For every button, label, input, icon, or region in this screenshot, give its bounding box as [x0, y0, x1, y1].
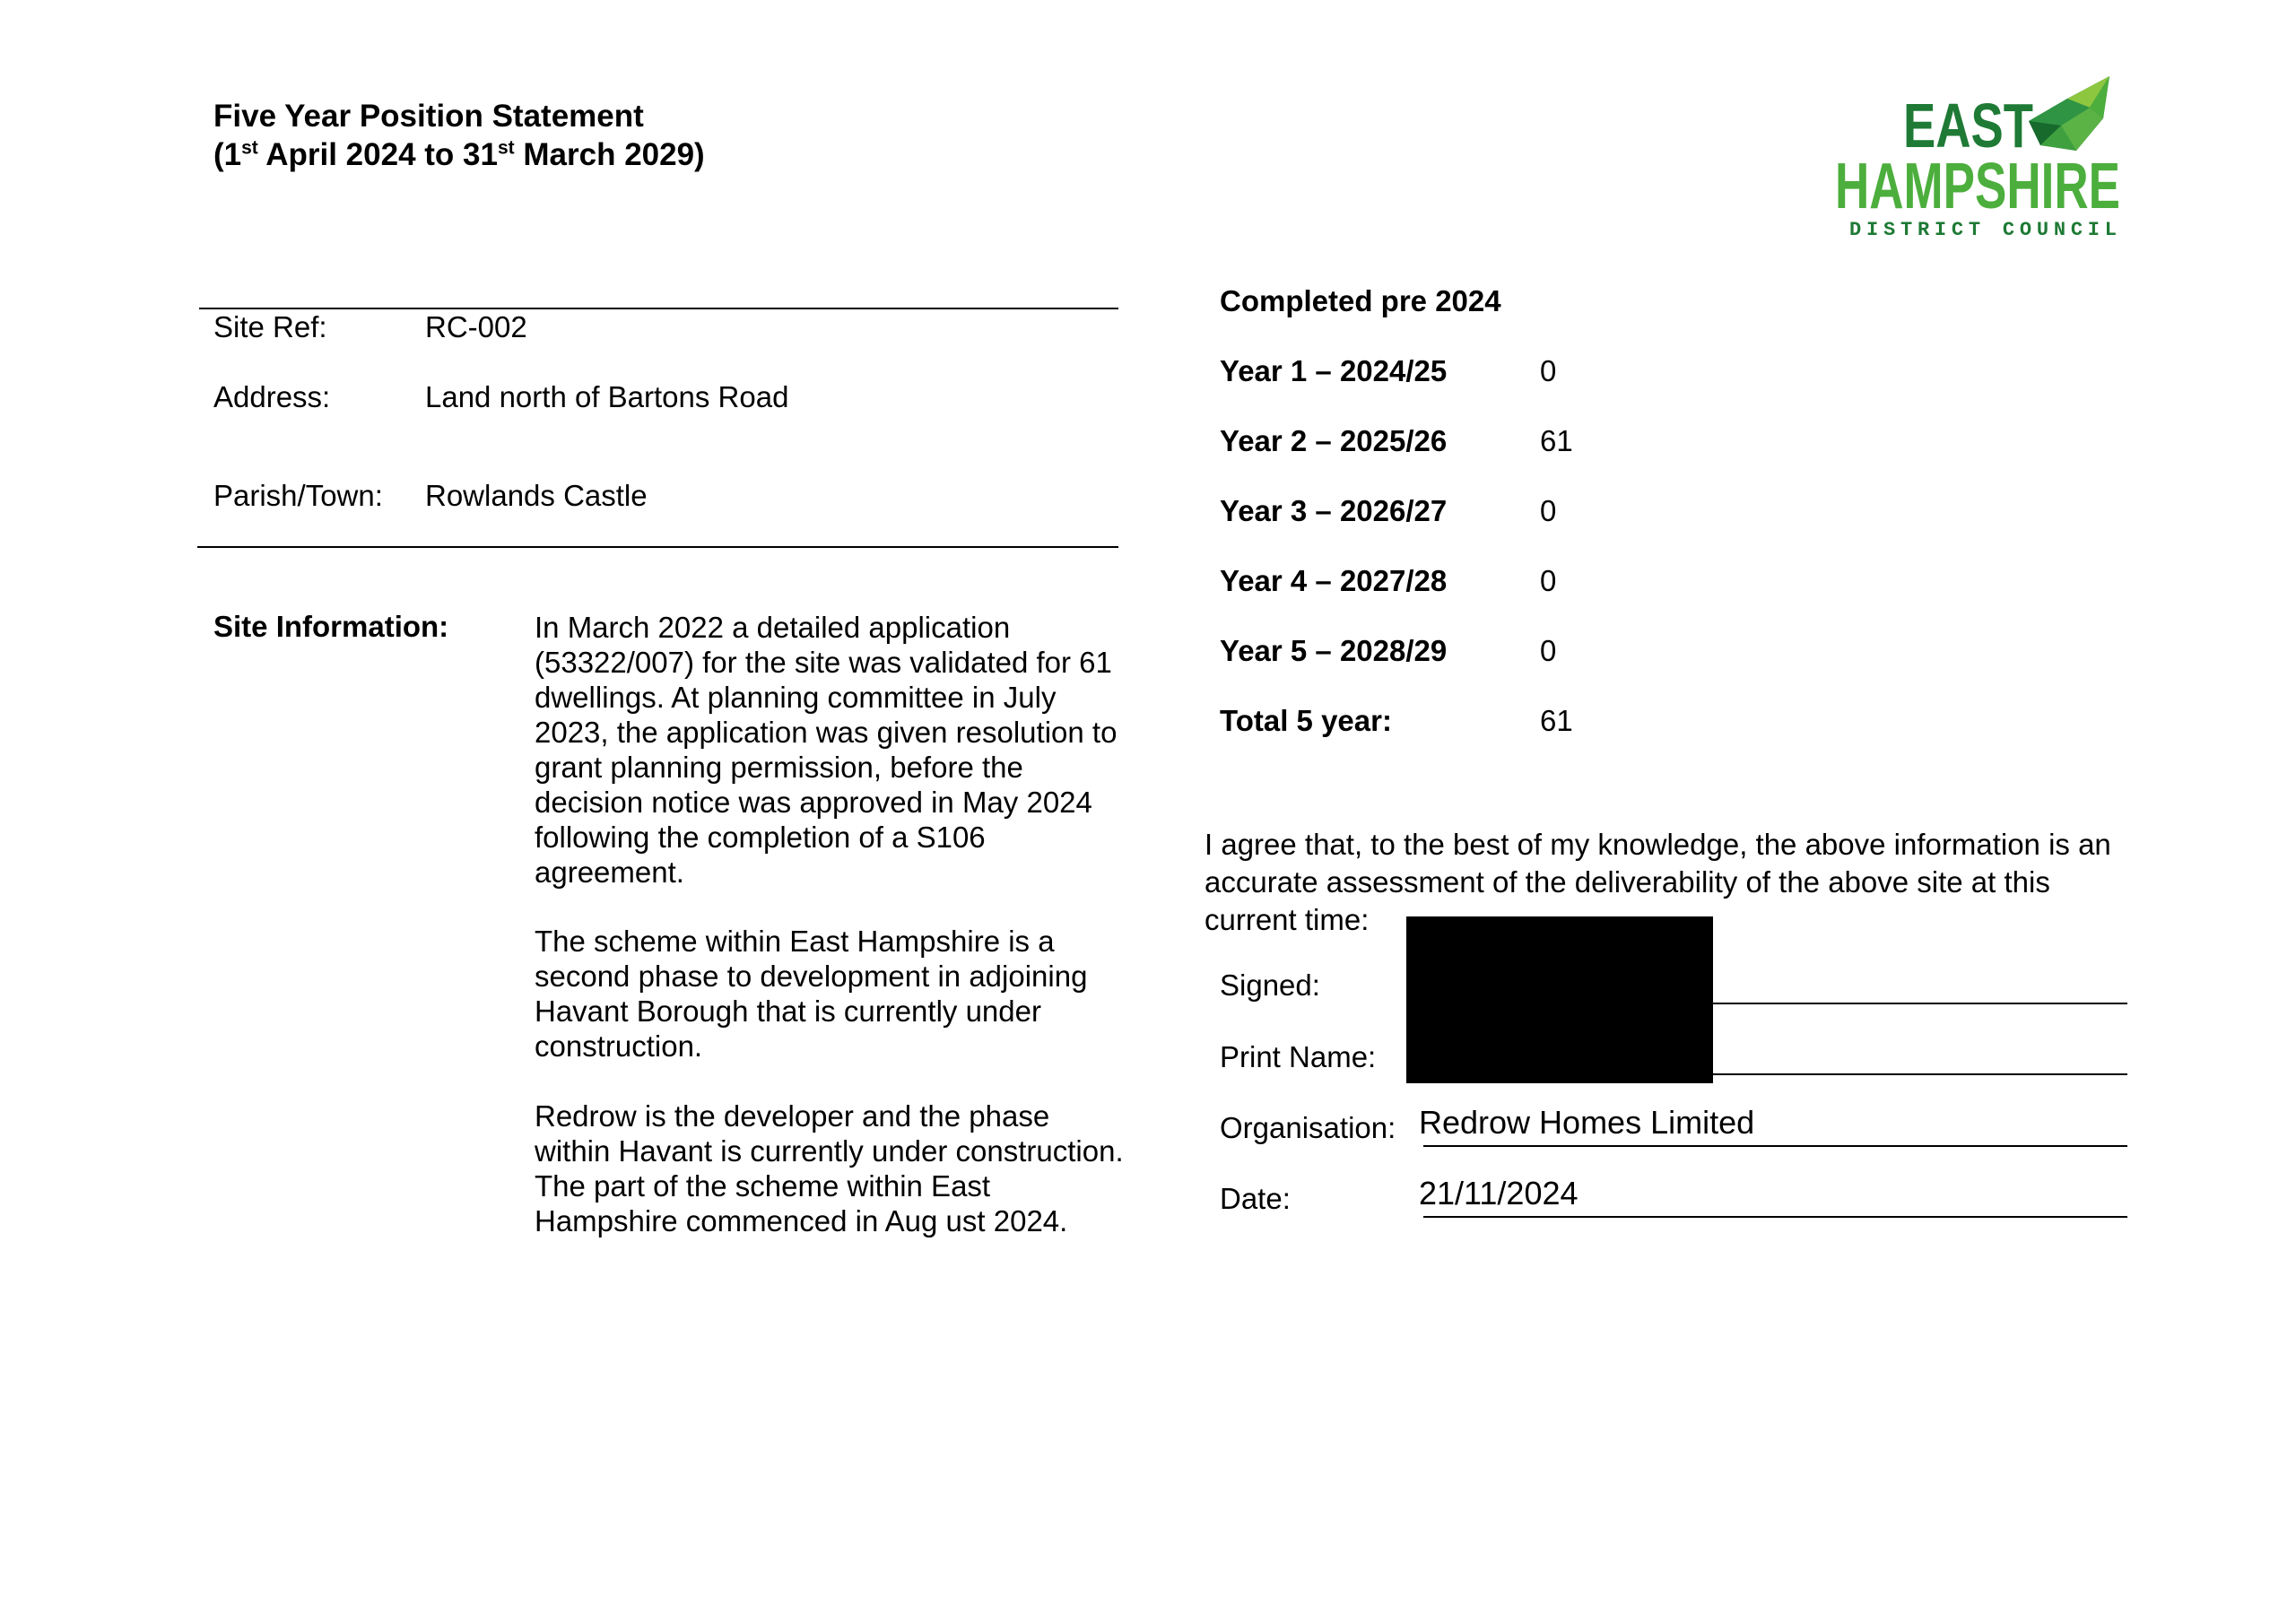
declaration-text: I agree that, to the best of my knowledge, the above information is an accurate assessment of the deliverability of the above site at this current time: [1205, 828, 2111, 936]
organisation-line [1423, 1145, 2127, 1147]
top-divider [199, 308, 1118, 309]
address-label: Address: [213, 380, 331, 413]
title-line-1: Five Year Position Statement [213, 99, 644, 134]
logo-line-3: DISTRICT COUNCIL [1849, 219, 2117, 241]
site-information-paragraph-2: The scheme within East Hampshire is a second phase to development in adjoining Havant Borough that is currently under construction. [535, 925, 1088, 1063]
print-name-line [1713, 1073, 2127, 1075]
site-information-label: Site Information: [213, 610, 449, 643]
council-logo [1830, 72, 2126, 242]
year-2-value: 61 [1540, 424, 1573, 457]
date-line [1423, 1216, 2127, 1218]
leaf-icon [2029, 76, 2109, 151]
bottom-divider [197, 546, 1118, 548]
logo-line-2: HAMPSHIRE [1835, 151, 2120, 222]
year-3-value: 0 [1540, 494, 1557, 527]
year-1-label: Year 1 – 2024/25 [1220, 354, 1448, 387]
title-line-2: (1st April 2024 to 31st March 2029) [213, 137, 705, 172]
signed-label: Signed: [1220, 968, 1320, 1002]
organisation-label: Organisation: [1220, 1111, 1396, 1144]
site-information-paragraph-1: In March 2022 a detailed application (53322/007) for the site was validated for 61 dwellings. At planning committee in July 2023, the application was given resolution to grant planning permission, before the decision notice was approved in May 2024 following the completion of a S106 agreement. [535, 611, 1118, 889]
page-title [213, 97, 705, 174]
completed-pre-2024-label: Completed pre 2024 [1220, 284, 1501, 317]
parish-label: Parish/Town: [213, 479, 383, 512]
date-label: Date: [1220, 1182, 1291, 1215]
site-information-paragraph-3: Redrow is the developer and the phase within Havant is currently under construction. The part of the scheme within East Hampshire commenced in Aug ust 2024. [535, 1099, 1124, 1238]
address-value: Land north of Bartons Road [425, 380, 789, 413]
site-ref-label: Site Ref: [213, 310, 327, 343]
site-ref-value: RC-002 [425, 310, 527, 343]
year-3-label: Year 3 – 2026/27 [1220, 494, 1448, 527]
year-5-label: Year 5 – 2028/29 [1220, 634, 1448, 667]
date-value: 21/11/2024 [1419, 1175, 1578, 1211]
year-2-label: Year 2 – 2025/26 [1220, 424, 1448, 457]
year-4-value: 0 [1540, 564, 1557, 597]
year-5-value: 0 [1540, 634, 1557, 667]
redaction-block [1406, 916, 1713, 1083]
organisation-value: Redrow Homes Limited [1419, 1104, 1755, 1141]
logo-line-1: EAST [1903, 91, 2033, 161]
year-1-value: 0 [1540, 354, 1557, 387]
year-4-label: Year 4 – 2027/28 [1220, 564, 1448, 597]
total-5-year-value: 61 [1540, 704, 1573, 737]
print-name-label: Print Name: [1220, 1040, 1377, 1073]
total-5-year-label: Total 5 year: [1220, 704, 1392, 737]
parish-value: Rowlands Castle [425, 479, 648, 512]
signed-line [1713, 1003, 2127, 1004]
